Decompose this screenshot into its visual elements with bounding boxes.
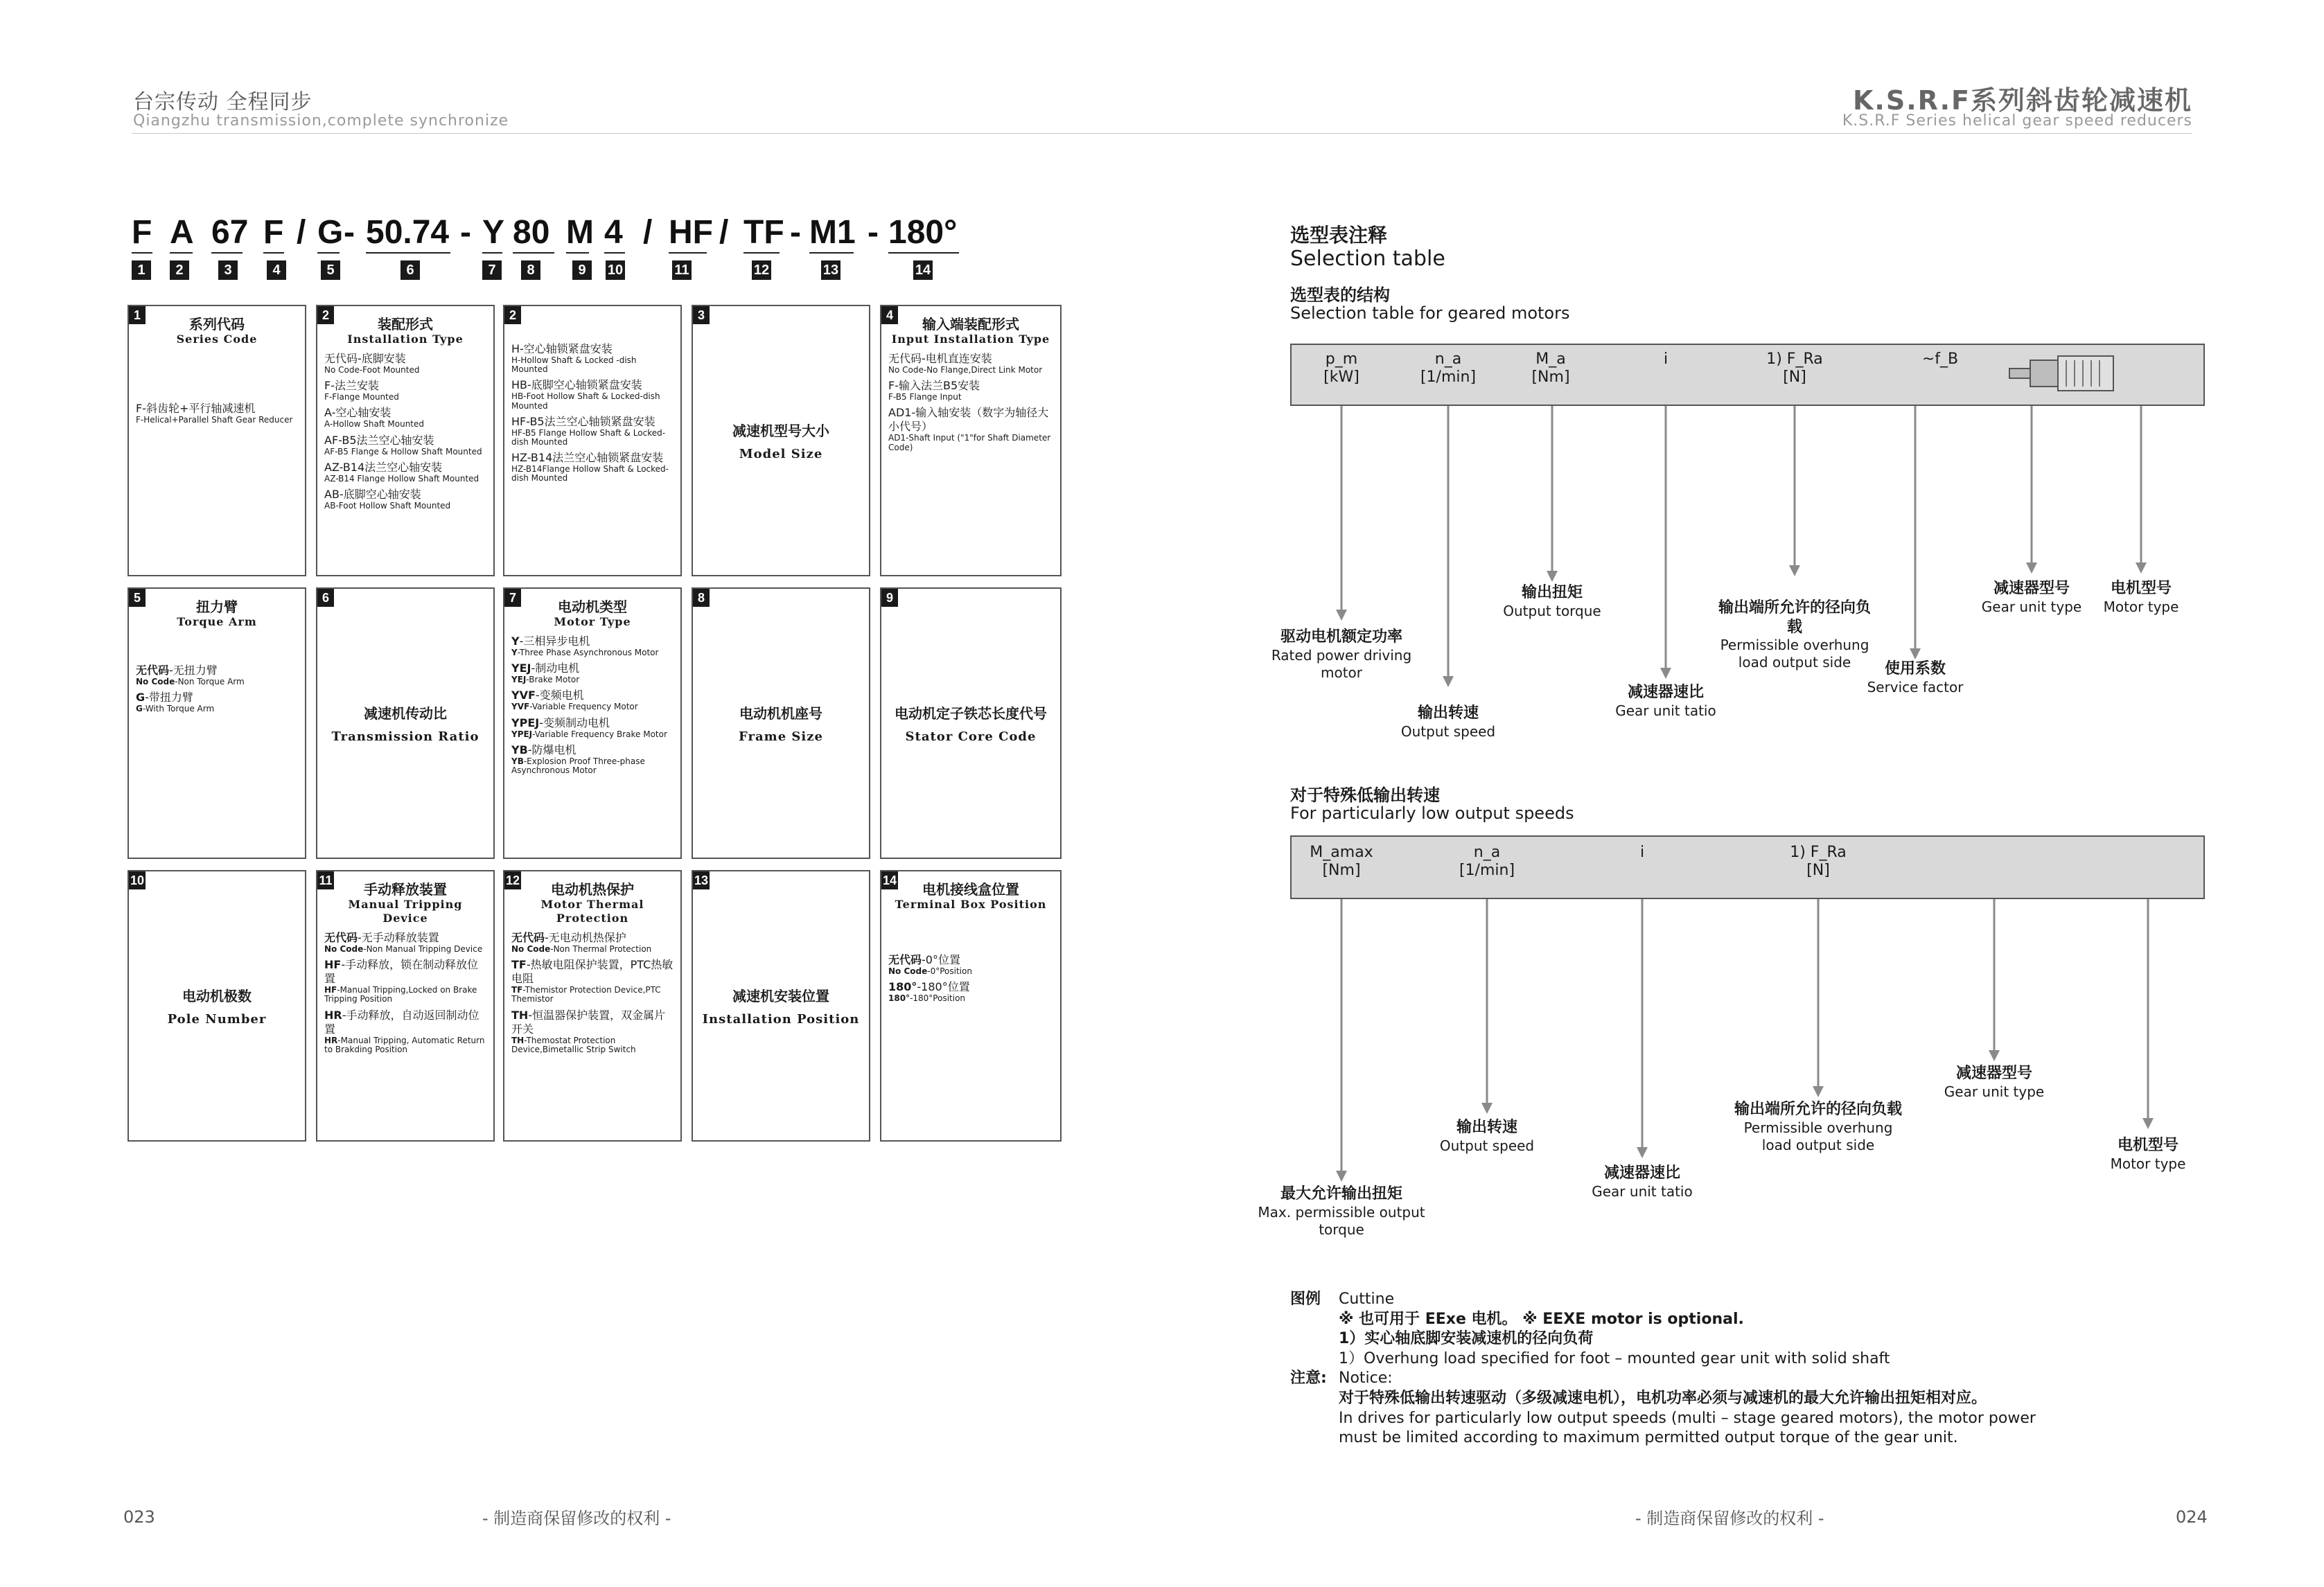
code-number-badge: 14	[913, 260, 933, 280]
annotation-cn: 减速器速比	[1627, 684, 1704, 701]
item-key-cn: TF	[511, 958, 527, 972]
box-title-en: Transmission Ratio	[331, 729, 479, 745]
item-key-cn: 无代码	[888, 953, 922, 966]
bar1-label: 1) F_Ra [N]	[1766, 351, 1823, 387]
code-char: -	[790, 214, 801, 251]
item-text-en: -180°Position	[910, 993, 966, 1004]
annotation-cn: 减速器型号	[1993, 580, 2070, 597]
box-number-badge: 4	[881, 306, 898, 324]
arrow-head	[1481, 1103, 1493, 1114]
box-title-cn: 系列代码	[189, 316, 245, 333]
box-title-cn: 电动机热保护	[551, 881, 634, 898]
code-char: -	[868, 214, 879, 251]
legend-value: Cuttine	[1339, 1291, 1395, 1308]
arrow-head	[1813, 1086, 1824, 1097]
code-char: Y	[482, 214, 505, 251]
item-text-cn: -制动电机	[531, 662, 580, 675]
selection-title-cn: 选型表注释	[1290, 224, 1388, 247]
item-text-cn: -恒温器保护装置，双金属片开关	[511, 1008, 666, 1036]
box-title-cn: 减速机传动比	[364, 705, 447, 722]
box-title-cn: 输入端装配形式	[922, 316, 1019, 333]
box-title-en: Motor Thermal Protection	[540, 898, 644, 925]
code-number-badge: 4	[267, 260, 286, 280]
gear-unit-icon	[2030, 360, 2058, 387]
code-number-badge: 10	[606, 260, 625, 280]
item-text-cn: AZ-B14法兰空心轴安装	[324, 460, 443, 474]
item-key-en: YB	[511, 756, 524, 766]
note-line-4: 1）Overhung load specified for foot – mounted gear unit with solid shaft	[1339, 1349, 1890, 1367]
item-key-en: No Code	[888, 966, 928, 976]
item-text-cn: AF-B5法兰空心轴安装	[324, 433, 434, 447]
box-title-en: Installation Position	[702, 1012, 860, 1027]
code-char: 180°	[888, 214, 958, 251]
arrow-head	[2136, 562, 2147, 574]
item-text-cn: HF-B5法兰空心轴锁紧盘安装	[511, 414, 655, 428]
bar2-label: M_amax [Nm]	[1310, 844, 1373, 880]
notice-value: Notice:	[1339, 1369, 1393, 1387]
item-text-en: AB-Foot Hollow Shaft Mounted	[324, 500, 451, 511]
box-number-badge: 3	[693, 306, 710, 324]
annotation-2	[2058, 1136, 2238, 1173]
item-key-cn: HF	[324, 958, 342, 972]
code-number-badge: 12	[752, 260, 771, 280]
item-text-cn: HZ-B14法兰空心轴锁紧盘安装	[511, 451, 664, 465]
item-text-en: -Variable Frequency Motor	[529, 702, 638, 712]
arrow-head	[1989, 1050, 2000, 1061]
item-key-en: TF	[511, 985, 523, 995]
annotation-en: Rated power driving motor	[1271, 646, 1412, 681]
box-title-cn: 电动机类型	[558, 599, 627, 615]
item-text-en: -Manual Tripping, Automatic Return to Brakding Position	[324, 1035, 485, 1054]
box-number-badge: 5	[129, 589, 146, 607]
annotation-cn: 输出扭矩	[1521, 584, 1583, 601]
code-number-badge: 6	[400, 260, 420, 280]
bar2-label: 1) F_Ra [N]	[1790, 844, 1847, 880]
annotation-1	[1365, 704, 1531, 741]
arrow-head	[1547, 571, 1558, 582]
annotation-cn: 最大允许输出扭矩	[1280, 1185, 1402, 1203]
item-text-en: -Non Manual Tripping Device	[363, 944, 483, 954]
item-key-cn: 无代码	[324, 931, 358, 944]
item-text-cn: -无电动机热保护	[545, 931, 626, 944]
item-text-cn: F-斜齿轮+平行轴减速机	[136, 402, 256, 415]
annotation-cn: 减速器型号	[1955, 1065, 2032, 1082]
header-right-en: K.S.R.F Series helical gear speed reducers	[1842, 112, 2192, 130]
box-title-cn: 电动机机座号	[739, 705, 822, 722]
item-text-cn: H-空心轴锁紧盘安装	[511, 342, 613, 355]
box-title-cn: 减速机安装位置	[732, 988, 829, 1005]
item-text-en: AD1-Shaft Input ("1"for Shaft Diameter Code)	[888, 433, 1051, 452]
item-key-cn: YPEJ	[511, 716, 540, 729]
code-char: /	[297, 214, 306, 251]
code-char: M1	[809, 214, 856, 251]
notice-key: 注意:	[1290, 1369, 1327, 1387]
item-key-en: 180°	[888, 993, 910, 1004]
box-title-cn: 电动机极数	[182, 988, 252, 1005]
box-title-cn: 减速机型号大小	[732, 423, 829, 440]
selection-title-en: Selection table	[1290, 247, 1445, 271]
annotation-cn: 电机型号	[2110, 580, 2172, 597]
item-key-en: No Code	[324, 944, 364, 954]
annotation-en: Gear unit type	[1981, 598, 2082, 615]
annotation-2	[1251, 1185, 1432, 1239]
annotation-en: Gear unit type	[1944, 1083, 2045, 1100]
item-text-cn: AB-底脚空心轴安装	[324, 487, 421, 501]
arrow-head	[1336, 610, 1347, 621]
box-title-en: Model Size	[739, 447, 823, 462]
box-title-cn: 手动释放装置	[364, 881, 447, 898]
arrow-head	[1637, 1147, 1648, 1158]
footer-left-page: 023	[123, 1507, 155, 1527]
item-text-en: F-B5 Flange Input	[888, 392, 962, 402]
item-key-cn: HR	[324, 1008, 342, 1022]
box-number-badge: 9	[881, 589, 898, 607]
arrow-head	[1443, 676, 1454, 687]
code-char: HF	[669, 214, 713, 251]
header-right-cn: K.S.R.F系列斜齿轮减速机	[1852, 85, 2192, 116]
code-char: 4	[604, 214, 623, 251]
item-text-en: -Non Thermal Protection	[550, 944, 652, 954]
item-text-en: F-Flange Mounted	[324, 392, 399, 402]
code-number-badge: 1	[132, 260, 151, 280]
item-text-cn: -180°位置	[917, 980, 970, 994]
selection-sub-en: Selection table for geared motors	[1290, 303, 1570, 323]
bar1-label: n_a [1/min]	[1420, 351, 1477, 387]
annotation-en: Permissible overhung load output side	[1720, 637, 1869, 671]
item-text-cn: AD1-输入轴安装（数字为轴径大小代号）	[888, 406, 1049, 434]
item-key-en: HR	[324, 1035, 338, 1045]
box-title-cn: 电机接线盒位置	[922, 881, 1019, 898]
notice-line-4: must be limited according to maximum permitted output torque of the gear unit.	[1339, 1429, 1958, 1447]
item-key-en: TH	[511, 1035, 525, 1045]
arrow-head	[1910, 648, 1921, 659]
box-number-badge: 2	[317, 306, 334, 324]
box-title-en: Terminal Box Position	[895, 898, 1047, 911]
lowspeed-sub-en: For particularly low output speeds	[1290, 804, 1574, 823]
item-key-cn: 无代码	[511, 931, 545, 944]
code-number-badge: 8	[521, 260, 540, 280]
annotation-2	[1728, 1100, 1908, 1154]
code-number-badge: 11	[672, 260, 692, 280]
box-title-en: Series Code	[176, 333, 258, 346]
annotation-cn: 驱动电机额定功率	[1280, 628, 1402, 646]
code-char: /	[719, 214, 729, 251]
item-text-en: -0°Position	[927, 966, 972, 976]
item-text-en: -Themistor Protection Device,PTC Themistor	[511, 985, 661, 1004]
item-text-en: -Manual Tripping,Locked on Brake Tripping Position	[324, 985, 477, 1004]
item-text-en: -With Torque Arm	[142, 704, 215, 714]
item-text-en: HZ-B14Flange Hollow Shaft & Locked-dish Mounted	[511, 464, 669, 484]
item-key-cn: Y	[511, 635, 520, 648]
box-number-badge: 11	[317, 871, 334, 889]
box-number-badge: 13	[693, 871, 710, 889]
annotation-en: Gear unit tatio	[1615, 702, 1716, 719]
box-title-en: Motor Type	[554, 615, 631, 628]
annotation-en: Max. permissible output torque	[1258, 1203, 1425, 1238]
item-text-en: -Variable Frequency Brake Motor	[532, 729, 667, 739]
item-text-cn: -手动释放，锁在制动释放位置	[324, 958, 479, 986]
note-line-3: 1）实心轴底脚安装减速机的径向负荷	[1339, 1330, 1594, 1348]
lowspeed-sub-cn: 对于特殊低输出转速	[1290, 786, 1440, 805]
notice-line-2: 对于特殊低输出转速驱动（多级减速电机），电机功率必须与减速机的最大允许输出扭矩相对应。	[1339, 1389, 1987, 1407]
annotation-1	[1469, 583, 1635, 620]
item-text-cn: -手动释放，自动返回制动位置	[324, 1008, 479, 1036]
code-char: F	[263, 214, 284, 251]
item-text-en: HF-B5 Flange Hollow Shaft & Locked-dish Mounted	[511, 427, 666, 447]
arrow-head	[1336, 1171, 1347, 1182]
box-title-en: Torque Arm	[177, 615, 257, 628]
code-char: A	[170, 214, 194, 251]
code-number-badge: 5	[321, 260, 340, 280]
code-char: G	[317, 214, 344, 251]
item-text-en: -Themostat Protection Device,Bimetallic Strip Switch	[511, 1035, 636, 1054]
box-title-en: Stator Core Code	[905, 729, 1037, 745]
annotation-en: Gear unit tatio	[1592, 1182, 1693, 1200]
item-text-cn: -变频制动电机	[539, 716, 610, 729]
item-key-cn: G	[136, 691, 146, 704]
annotation-en: Permissible overhung load output side	[1743, 1119, 1893, 1153]
bar1-label: p_m [kW]	[1323, 351, 1359, 387]
box-number-badge: 1	[129, 306, 146, 324]
item-text-cn: -无扭力臂	[169, 664, 218, 677]
code-number-badge: 7	[482, 260, 502, 280]
note-line-2: ※ 也可用于 EExe 电机。 ※ EEXE motor is optional.	[1339, 1310, 1744, 1328]
code-char: M	[566, 214, 594, 251]
item-key-en: HF	[324, 985, 337, 995]
header-left-cn: 台宗传动 全程同步	[133, 90, 312, 114]
annotation-cn: 输出转速	[1417, 704, 1479, 722]
box-number-badge: 2	[504, 306, 521, 324]
item-text-cn: A-空心轴安装	[324, 406, 391, 420]
selection-bar-2	[1290, 835, 2205, 899]
arrow-head	[2026, 562, 2037, 574]
code-char: 80	[513, 214, 550, 251]
code-number-badge: 9	[572, 260, 592, 280]
arrow-head	[2142, 1118, 2154, 1129]
item-text-en: A-Hollow Shaft Mounted	[324, 419, 424, 429]
annotation-cn: 减速器速比	[1603, 1164, 1680, 1182]
item-text-cn: -三相异步电机	[519, 635, 590, 648]
box-title-en: Frame Size	[739, 729, 823, 745]
item-text-cn: 无代码-电机直连安装	[888, 352, 992, 365]
item-text-en: H-Hollow Shaft & Locked -dish Mounted	[511, 355, 637, 375]
selection-sub-cn: 选型表的结构	[1290, 285, 1390, 305]
item-text-cn: -无手动释放装置	[358, 931, 439, 944]
item-text-en: AZ-B14 Flange Hollow Shaft Mounted	[324, 473, 479, 484]
footer-right-page: 024	[2176, 1507, 2208, 1527]
code-char: 67	[211, 214, 249, 251]
annotation-1	[1832, 659, 1998, 696]
annotation-cn: 输出端所允许的径向负载	[1734, 1101, 1902, 1118]
box-title-cn: 扭力臂	[196, 599, 238, 615]
legend-key: 图例	[1290, 1291, 1321, 1308]
item-text-cn: 无代码-底脚安装	[324, 352, 406, 365]
annotation-cn: 输出端所允许的径向负载	[1718, 599, 1871, 636]
bar2-label: i	[1639, 844, 1645, 861]
annotation-2	[1904, 1064, 2084, 1101]
annotation-cn: 使用系数	[1884, 660, 1946, 677]
item-text-en: HB-Foot Hollow Shaft & Locked-dish Mounted	[511, 391, 660, 411]
item-text-cn: HB-底脚空心轴锁紧盘安装	[511, 378, 642, 392]
box-number-badge: 6	[317, 589, 334, 607]
box-number-badge: 12	[504, 871, 521, 889]
item-text-cn: -0°位置	[922, 953, 960, 966]
box-number-badge: 10	[129, 871, 146, 889]
item-key-en: YEJ	[511, 675, 527, 685]
annotation-en: Output speed	[1400, 722, 1496, 740]
annotation-1	[1583, 683, 1749, 720]
box-title-en: Input Installation Type	[891, 333, 1050, 346]
annotation-2	[1397, 1118, 1577, 1155]
item-text-cn: -防爆电机	[527, 743, 576, 756]
item-text-cn: F-法兰安装	[324, 379, 379, 393]
code-number-badge: 13	[821, 260, 840, 280]
item-key-en: YVF	[511, 702, 530, 712]
annotation-1	[2058, 579, 2224, 616]
item-key-en: Y	[511, 648, 518, 657]
box-title-en: Pole Number	[167, 1012, 267, 1027]
box-title-en: Installation Type	[347, 333, 464, 346]
box-number-badge: 7	[504, 589, 521, 607]
item-text-en: -Explosion Proof Three-phase Asynchronous Motor	[511, 756, 645, 775]
bar2-label: n_a [1/min]	[1459, 844, 1515, 880]
header-left-en: Qiangzhu transmission,complete synchronize	[133, 112, 509, 130]
item-key-cn: YEJ	[511, 662, 531, 675]
arrow-head	[1660, 668, 1671, 679]
notice-line-3: In drives for particularly low output speeds (multi – stage geared motors), the motor power	[1339, 1409, 2036, 1427]
annotation-en: Motor type	[2110, 1155, 2186, 1172]
code-number-badge: 2	[170, 260, 189, 280]
footer-right-note: - 制造商保留修改的权利 -	[1635, 1509, 1824, 1528]
item-text-cn: F-输入法兰B5安装	[888, 379, 980, 393]
item-key-en: No Code	[511, 944, 551, 954]
annotation-cn: 输出转速	[1456, 1119, 1517, 1136]
bar1-label: M_a [Nm]	[1531, 351, 1570, 387]
item-text-en: -Brake Motor	[526, 675, 580, 685]
item-text-en: -Non Torque Arm	[175, 677, 245, 686]
annotation-en: Motor type	[2103, 598, 2179, 615]
annotation-cn: 电机型号	[2117, 1137, 2178, 1154]
item-text-en: No Code-Foot Mounted	[324, 365, 420, 375]
item-text-cn: -热敏电阻保护装置，PTC热敏电阻	[511, 958, 674, 986]
code-char: -	[460, 214, 471, 251]
bar1-label: ~f_B	[1921, 351, 1959, 368]
annotation-en: Output speed	[1439, 1137, 1535, 1154]
item-key-cn: YB	[511, 743, 528, 756]
item-key-en: G	[136, 704, 143, 714]
code-char: 50.74	[366, 214, 450, 251]
box-number-badge: 8	[693, 589, 710, 607]
item-key-en: No Code	[136, 677, 175, 686]
code-char: /	[643, 214, 653, 251]
box-title-en: Manual Tripping Device	[348, 898, 463, 925]
code-char: F	[132, 214, 152, 251]
code-char: TF	[743, 214, 784, 251]
item-text-cn: -变频电机	[535, 689, 584, 702]
code-char: -	[344, 214, 355, 251]
item-key-cn: YVF	[511, 689, 536, 702]
bar1-label: i	[1663, 351, 1669, 368]
annotation-en: Service factor	[1867, 678, 1964, 695]
box-number-badge: 14	[881, 871, 898, 889]
shaft-icon	[2009, 369, 2030, 378]
item-key-cn: TH	[511, 1008, 529, 1022]
item-key-cn: 180°	[888, 980, 917, 994]
annotation-2	[1552, 1164, 1732, 1200]
item-key-cn: 无代码	[136, 664, 170, 677]
arrow-head	[1789, 565, 1800, 576]
item-key-en: YPEJ	[511, 729, 533, 739]
notes-block	[1290, 1290, 2036, 1448]
box-title-cn: 电动机定子铁芯长度代号	[895, 705, 1047, 722]
item-text-en: No Code-No Flange,Direct Link Motor	[888, 365, 1043, 375]
annotation-1	[1258, 628, 1425, 682]
box-title-cn: 装配形式	[378, 316, 433, 333]
item-text-cn: -带扭力臂	[145, 691, 193, 704]
footer-left-note: - 制造商保留修改的权利 -	[482, 1509, 671, 1528]
code-number-badge: 3	[218, 260, 238, 280]
item-text-en: F-Helical+Parallel Shaft Gear Reducer	[136, 415, 293, 425]
item-text-en: -Three Phase Asynchronous Motor	[517, 648, 659, 657]
item-text-en: AF-B5 Flange & Hollow Shaft Mounted	[324, 446, 482, 456]
annotation-en: Output torque	[1503, 602, 1601, 619]
